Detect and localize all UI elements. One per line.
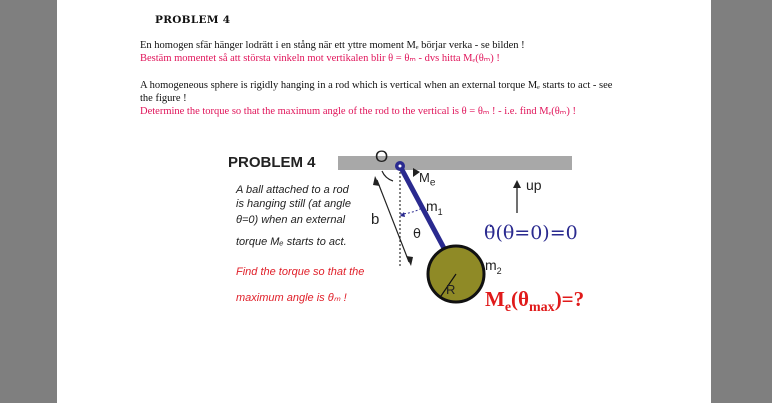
torque-label-sub: e <box>429 177 436 189</box>
figure-description-line-4: torque Mₑ starts to act. <box>236 236 347 248</box>
mechanism-diagram <box>57 0 711 403</box>
rod-mass-sub: 1 <box>437 206 443 217</box>
figure-task-line-2: maximum angle is θₘ ! <box>236 292 347 304</box>
swedish-task: Bestäm momentet så att största vinkeln mot vertikalen blir θ = θₘ - dvs hitta Mₑ(θₘ) ! <box>140 53 500 64</box>
pivot-pin <box>399 165 402 168</box>
question-open: (θ <box>511 287 530 311</box>
initial-condition: θ̇(θ=0)=0 <box>484 222 578 244</box>
figure-description-line-1: A ball attached to a rod <box>236 184 349 196</box>
english-task: Determine the torque so that the maximum angle of the rod to the vertical is θ = θₘ ! - i.e. find Mₑ(θₘ) ! <box>140 106 576 117</box>
angle-label: θ <box>413 227 421 242</box>
torque-label-main: M <box>419 170 430 185</box>
up-label: up <box>526 177 542 193</box>
rod-mass-main: m <box>426 198 438 214</box>
english-statement-line-1: A homogeneous sphere is rigidly hanging in a rod which is vertical when an external torque Mₑ starts to act - see <box>140 80 613 91</box>
radius-label: R <box>446 282 456 297</box>
problem-figure <box>57 0 711 403</box>
question-m: M <box>485 287 505 311</box>
ball-mass-sub: 2 <box>496 265 502 276</box>
length-label: b <box>371 211 380 228</box>
question-e: e <box>504 300 512 316</box>
ceiling-support <box>338 156 572 170</box>
angle-arrowhead <box>400 212 405 217</box>
ball-mass-main: m <box>485 257 497 273</box>
figure-task-line-1: Find the torque so that the <box>236 266 365 278</box>
ball-mass-label <box>485 257 502 276</box>
torque-label <box>419 170 435 189</box>
question-equation <box>485 287 584 316</box>
torque-arc <box>382 171 393 181</box>
document-title: PROBLEM 4 <box>155 14 231 26</box>
figure-title: PROBLEM 4 <box>228 154 316 171</box>
pivot-label: O <box>375 147 389 166</box>
document-page <box>57 0 711 403</box>
up-arrow-icon <box>513 180 521 188</box>
question-max: max <box>529 300 555 316</box>
english-statement-line-2: the figure ! <box>140 93 187 104</box>
figure-description-line-2: is hanging still (at angle <box>236 198 351 210</box>
question-close: )=? <box>554 287 585 311</box>
length-arrowhead-bottom <box>406 256 413 266</box>
figure-description-line-3: θ=0) when an external <box>236 214 346 226</box>
length-dimension-line <box>377 180 409 262</box>
length-arrowhead-top <box>373 176 380 186</box>
swedish-statement: En homogen sfär hänger lodrätt i en stång när ett yttre moment Mₑ börjar verka - se bilden ! <box>140 40 525 51</box>
rod-mass-label <box>426 198 443 217</box>
